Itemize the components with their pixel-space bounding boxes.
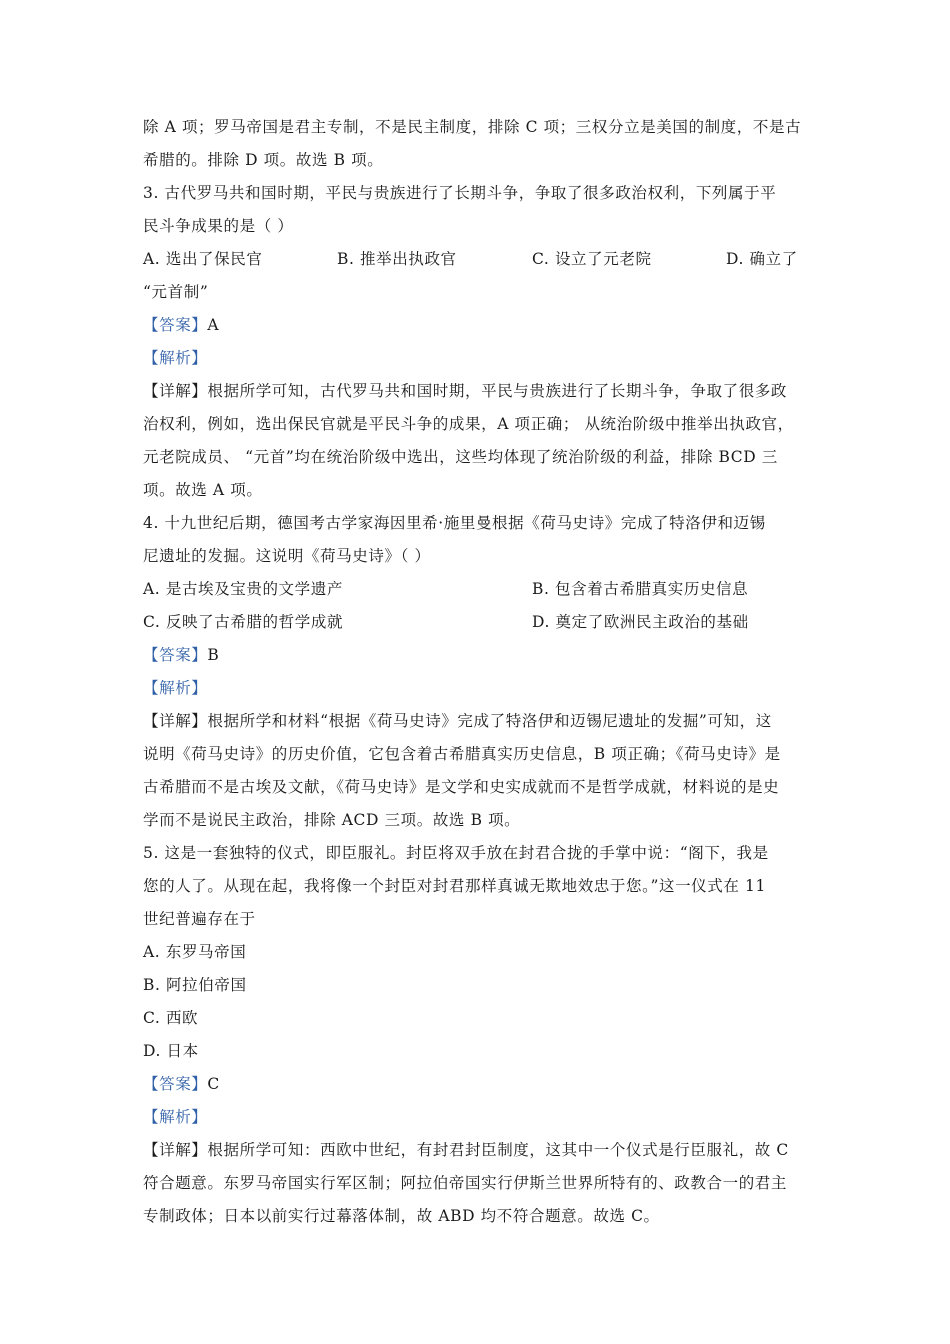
q3-option-d-continued: “元首制”: [143, 283, 209, 301]
q3-answer: [143, 315, 219, 335]
answer-label: 【答案】: [143, 316, 208, 334]
q3-stem-line-2: 民斗争成果的是（ ）: [143, 217, 294, 235]
q3-option-b: B. 推举出执政官: [337, 250, 457, 268]
q3-detail-line-1: [143, 381, 787, 401]
q4-analysis-label: 【解析】: [143, 679, 208, 697]
q3-option-a: A. 选出了保民官: [143, 250, 263, 268]
q4-option-a: A. 是古埃及宝贵的文学遗产: [143, 580, 343, 598]
detail-label: 【详解】: [143, 1141, 208, 1159]
q3-analysis-label: 【解析】: [143, 349, 208, 367]
answer-value: A: [207, 316, 220, 334]
q4-stem-line-1: 4. 十九世纪后期，德国考古学家海因里希·施里曼根据《荷马史诗》完成了特洛伊和迈锡: [143, 514, 766, 532]
q5-answer: [143, 1074, 220, 1094]
q5-stem-line-2: 您的人了。从现在起，我将像一个封臣对封君那样真诚无欺地效忠于您。”这一仪式在 11: [143, 877, 766, 895]
q5-detail-line-2: 符合题意。东罗马帝国实行军区制；阿拉伯帝国实行伊斯兰世界所特有的、政教合一的君主: [143, 1174, 788, 1192]
q5-option-c: C. 西欧: [143, 1009, 199, 1027]
q5-stem-line-3: 世纪普遍存在于: [143, 910, 256, 928]
q5-analysis-label: 【解析】: [143, 1108, 208, 1126]
q5-detail-line-1: [143, 1140, 789, 1160]
q4-detail-line-3: 古希腊而不是古埃及文献，《荷马史诗》是文学和史实成就而不是哲学成就，材料说的是史: [143, 778, 780, 796]
answer-label: 【答案】: [143, 646, 208, 664]
detail-label: 【详解】: [143, 712, 208, 730]
q4-detail-line-2: 说明《荷马史诗》的历史价值，它包含着古希腊真实历史信息，B 项正确；《荷马史诗》是: [143, 745, 781, 763]
q4-option-d: D. 奠定了欧洲民主政治的基础: [532, 613, 749, 631]
q3-option-d: D. 确立了: [726, 250, 798, 268]
q4-option-b: B. 包含着古希腊真实历史信息: [532, 580, 749, 598]
prev-analysis-line-2: 希腊的。排除 D 项。故选 B 项。: [143, 151, 384, 169]
q3-detail-line-3: 元老院成员、 “元首”均在统治阶级中选出，这些均体现了统治阶级的利益，排除 BCD 三: [143, 448, 778, 466]
q4-detail-line-1: [143, 711, 772, 731]
answer-value: B: [207, 646, 220, 664]
detail-text: 根据所学可知：西欧中世纪，有封君封臣制度，这其中一个仪式是行臣服礼，故 C: [207, 1141, 789, 1159]
detail-label: 【详解】: [143, 382, 208, 400]
q4-answer: [143, 645, 219, 665]
q4-stem-line-2: 尼遗址的发掘。这说明《荷马史诗》（ ）: [143, 547, 431, 565]
q5-option-d: D. 日本: [143, 1042, 199, 1060]
prev-analysis-line-1: 除 A 项；罗马帝国是君主专制，不是民主制度，排除 C 项；三权分立是美国的制度，不是古: [143, 118, 802, 136]
q5-option-b: B. 阿拉伯帝国: [143, 976, 247, 994]
q5-option-a: A. 东罗马帝国: [143, 943, 247, 961]
q4-detail-line-4: 学而不是说民主政治，排除 ACD 三项。故选 B 项。: [143, 811, 521, 829]
detail-text: 根据所学和材料“根据《荷马史诗》完成了特洛伊和迈锡尼遗址的发掘”可知，这: [207, 712, 772, 730]
q3-stem-line-1: 3. 古代罗马共和国时期，平民与贵族进行了长期斗争，争取了很多政治权利，下列属于平: [143, 184, 777, 202]
detail-text: 根据所学可知，古代罗马共和国时期，平民与贵族进行了长期斗争，争取了很多政: [207, 382, 788, 400]
q3-detail-line-2: 治权利，例如，选出保民官就是平民斗争的成果，A 项正确； 从统治阶级中推举出执政官，: [143, 415, 794, 433]
q5-detail-line-3: 专制政体；日本以前实行过幕落体制，故 ABD 均不符合题意。故选 C。: [143, 1207, 660, 1225]
q4-option-c: C. 反映了古希腊的哲学成就: [143, 613, 344, 631]
q5-stem-line-1: 5. 这是一套独特的仪式，即臣服礼。封臣将双手放在封君合拢的手掌中说：“阁下，我是: [143, 844, 769, 862]
q3-detail-line-4: 项。故选 A 项。: [143, 481, 263, 499]
q3-option-c: C. 设立了元老院: [532, 250, 652, 268]
answer-label: 【答案】: [143, 1075, 208, 1093]
answer-value: C: [207, 1075, 220, 1093]
